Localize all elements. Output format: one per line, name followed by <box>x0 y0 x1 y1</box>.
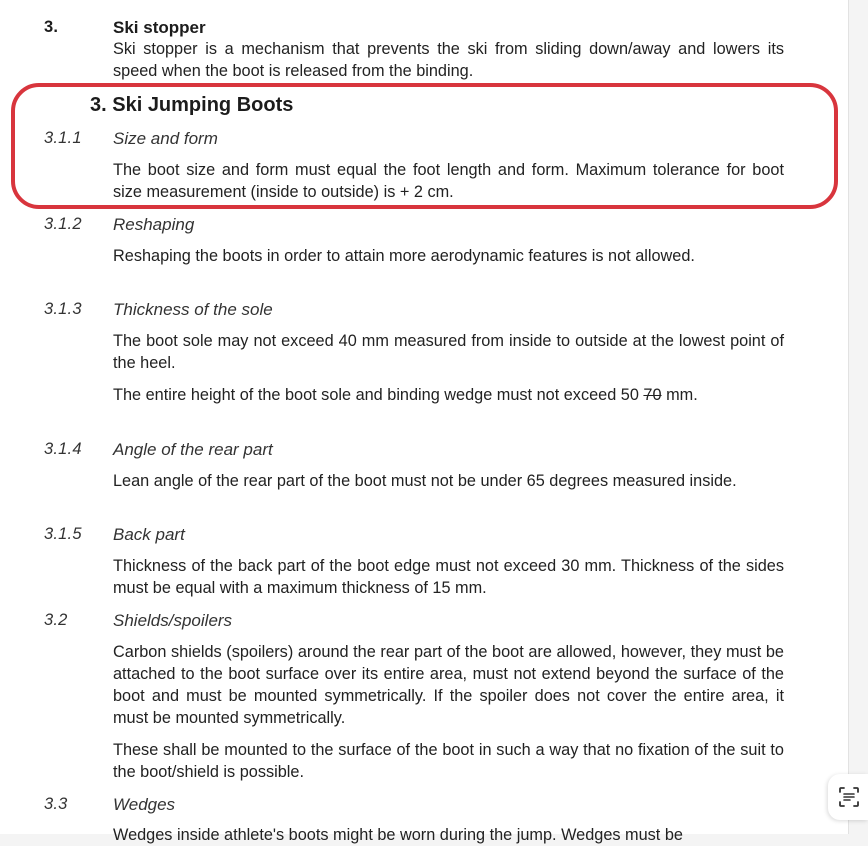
scan-text-button[interactable] <box>828 774 868 820</box>
chapter-heading: 3. Ski Jumping Boots <box>90 94 294 116</box>
section-number: 3.1.3 <box>44 300 82 318</box>
section-number: 3.2 <box>44 611 68 629</box>
section-title: Size and form <box>113 129 218 148</box>
section-title: Wedges <box>113 795 176 814</box>
section-text: Carbon shields (spoilers) around the rear part of the boot are allowed, however, they must be attached to the boot surface over its entire area, must not extend beyond the surface of the boot and must be mounted symmetrically. If the spoiler does not cover the entire area, it must be mounted symmetrically. <box>113 643 784 727</box>
section-number: 3.1.4 <box>44 440 82 458</box>
section-text-amended <box>113 384 784 406</box>
section-title: Thickness of the sole <box>113 300 273 319</box>
section-title: Reshaping <box>113 215 195 234</box>
section-title: Ski stopper <box>113 18 206 37</box>
section-text: Lean angle of the rear part of the boot must not be under 65 degrees measured inside. <box>113 472 737 490</box>
text-segment: mm. <box>661 386 698 404</box>
section-number: 3.3 <box>44 795 68 813</box>
section-text: Reshaping the boots in order to attain more aerodynamic features is not allowed. <box>113 247 695 265</box>
section-text: These shall be mounted to the surface of the boot in such a way that no fixation of the suit to the boot/shield is possible. <box>113 741 784 781</box>
section-text: Ski stopper is a mechanism that prevents the ski from sliding down/away and lowers its speed when the boot is released from the binding. <box>113 40 784 80</box>
section-number: 3.1.2 <box>44 215 82 233</box>
section-number: 3. <box>44 18 59 36</box>
section-number: 3.1.5 <box>44 525 82 543</box>
section-text: Wedges inside athlete's boots might be worn during the jump. Wedges must be <box>113 826 683 844</box>
section-title: Back part <box>113 525 185 544</box>
section-text: The boot size and form must equal the foot length and form. Maximum tolerance for boot size measurement (inside to outside) is + 2 cm. <box>113 161 784 201</box>
scan-text-icon <box>838 786 860 808</box>
struck-value: 70 <box>643 386 662 404</box>
section-title: Shields/spoilers <box>113 611 233 630</box>
text-segment: The entire height of the boot sole and binding wedge must not exceed 50 <box>113 386 644 404</box>
section-text: The boot sole may not exceed 40 mm measured from inside to outside at the lowest point of the heel. <box>113 332 784 372</box>
section-title: Angle of the rear part <box>113 440 273 459</box>
section-number: 3.1.1 <box>44 129 82 147</box>
section-text: Thickness of the back part of the boot edge must not exceed 30 mm. Thickness of the sides must be equal with a maximum thickness of 15 mm. <box>113 557 784 597</box>
